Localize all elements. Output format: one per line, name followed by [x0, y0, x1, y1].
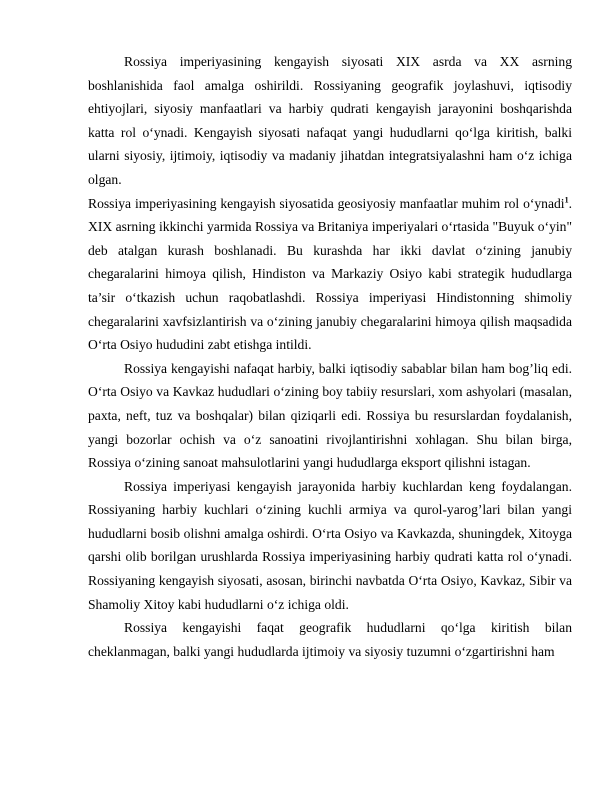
geopolitics-text-end: . XIX asrning ikkinchi yarmida Rossiya va Britaniya imperiyalari o‘rtasida "Buyuk o‘yin" deb atalgan kurash boshlanadi. Bu kurashda har ikki davlat o‘zining janubiy chegaralarini himoya qilish, Hindiston va Markaziy Osiyo kabi strategik hududlarga ta’sir o‘tkazish uchun raqobatlashdi. Rossiya imperiyasi Hindistonning shimoliy chegaralarini xavfsizlantirish va o‘zining janubiy chegaralarini himoya qilish maqsadida O‘rta Osiyo hududini zabt etishga intildi. [88, 195, 572, 353]
paragraph-expansion-policy: Rossiya imperiyasining kengayish siyosati XIX asrda va XX asrning boshlanishida faol amalga oshirildi. Rossiyaning geografik joylashuvi, iqtisodiy ehtiyojlari, siyosiy manfaatlari va harbiy qudrati kengayish jarayonini boshqarishda katta rol o‘ynadi. Kengayish siyosati nafaqat yangi hududlarni qo‘lga kiritish, balki ularni siyosiy, ijtimoiy, iqtisodiy va madaniy jihatdan integratsiyalashni ham o‘z ichiga olgan. [88, 54, 572, 187]
paragraph-economic-reasons: Rossiya kengayishi nafaqat harbiy, balki iqtisodiy sabablar bilan ham bog’liq edi. O‘rta Osiyo va Kavkaz hududlari o‘zining boy tabiiy resurslari, xom ashyolari (masalan, paxta, neft, tuz va boshqalar) bilan qiziqarli edi. Rossiya bu resurslardan foydalanish, yangi bozorlar ochish va o‘z sanoatini rivojlantirishni xohlagan. Shu bilan birga, Rossiya o‘zining sanoat mahsulotlarini yangi hududlarga eksport qilishni istagan. [88, 360, 572, 471]
footnote-marker[interactable]: 1 [564, 195, 569, 205]
geopolitics-text-start: Rossiya imperiyasining kengayish siyosatida geosiyosiy manfaatlar muhim rol o‘ynadi [88, 195, 565, 211]
document-page [88, 50, 572, 663]
paragraph-military-power: Rossiya imperiyasi kengayish jarayonida harbiy kuchlardan keng foydalangan. Rossiyaning harbiy kuchlari o‘zining kuchli armiya va qurol-yarog’lari bilan yangi hududlarni bosib olishni amalga oshirdi. O‘rta Osiyo va Kavkazda, shuningdek, Xitoyga qarshi olib borilgan urushlarda Rossiya imperiyasining harbiy qudrati katta rol o‘ynadi. Rossiyaning kengayish siyosati, asosan, birinchi navbatda O‘rta Osiyo, Kavkaz, Sibir va Shamoliy Xitoy kabi hududlarni o‘z ichiga oldi. [88, 478, 572, 612]
paragraph-social-change: Rossiya kengayishi faqat geografik hududlarni qo‘lga kiritish bilan cheklanmagan, balki yangi hududlarda ijtimoiy va siyosiy tuzumni o‘zgartirishni ham [88, 620, 572, 659]
paragraph-geopolitics [88, 192, 572, 357]
